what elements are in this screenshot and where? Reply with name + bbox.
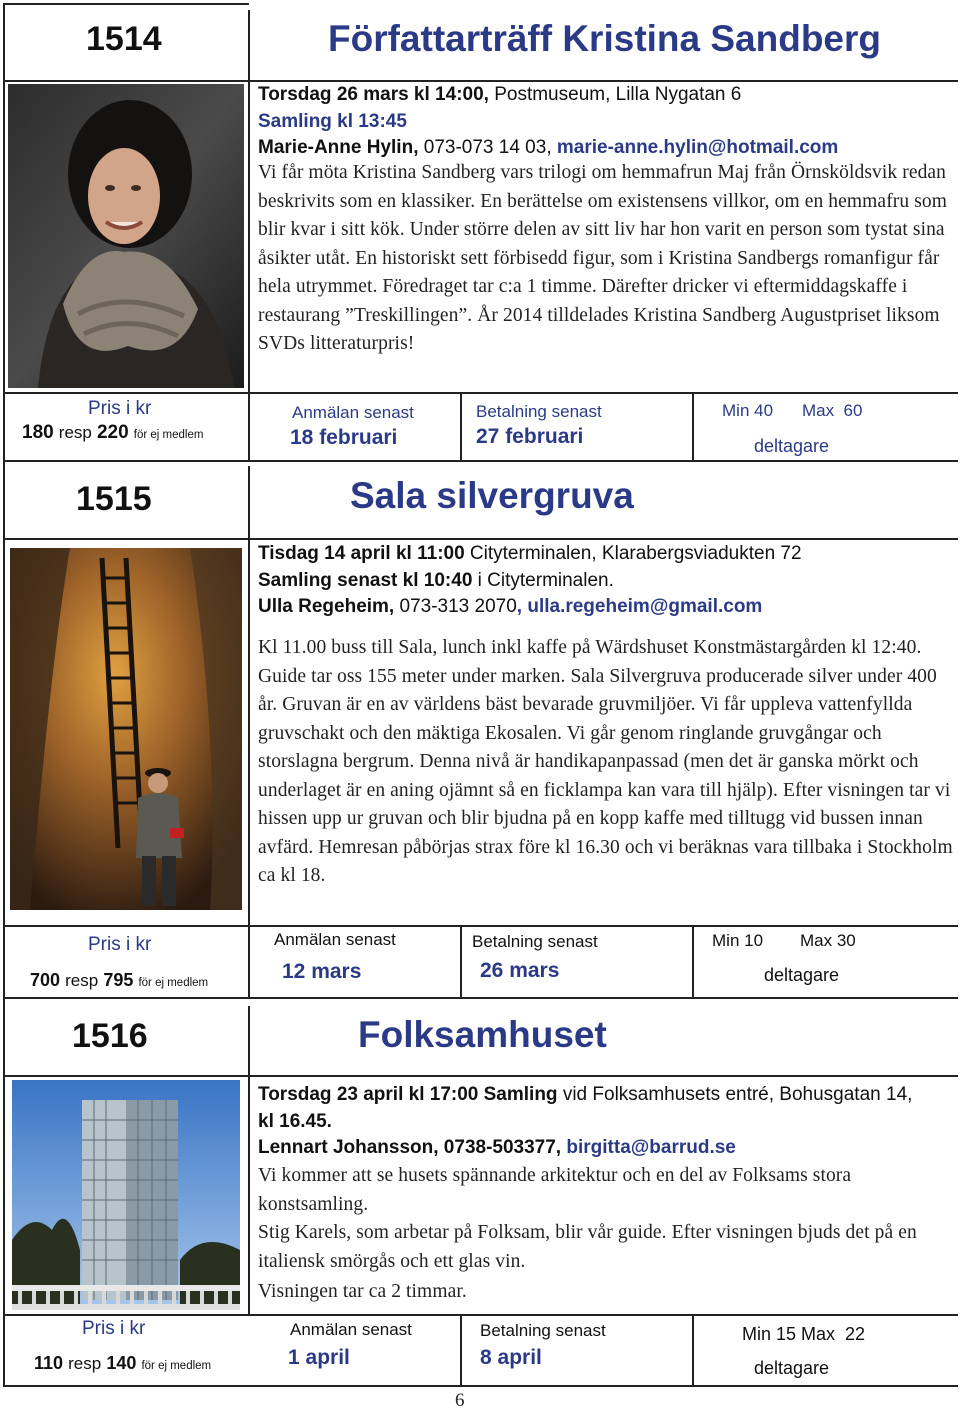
event-info [258,82,948,162]
signup-label: Anmälan senast [292,403,414,422]
signup-label: Anmälan senast [290,1320,412,1339]
event-info [258,1082,918,1162]
participants-max: Max 30 [800,931,856,950]
participants-min: Min 10 [712,931,764,950]
price-values: 110 resp 140 för ej medlem [34,1353,212,1373]
section-number: 1515 [76,480,152,518]
payment-date: 8 april [480,1346,542,1369]
section-number: 1514 [86,20,162,58]
section-title: Folksamhuset [358,1014,607,1055]
page-number: 6 [455,1390,465,1411]
price-label: Pris i kr [82,1318,146,1339]
section-number: 1516 [72,1017,148,1055]
payment-date: 27 februari [476,425,584,448]
price-label: Pris i kr [88,934,152,955]
contact-email[interactable]: marie-anne.hylin@hotmail.com [556,137,839,158]
payment-label: Betalning senast [476,402,602,421]
event-description: Vi kommer att se husets spännande arkitektur och en del av Folksams stora konstsamling. Stig Karels, som arbetar på Folksam, blir vår guide. Efter visningen bjuds det på en italiensk smörgås och ett glas vin. Visningen tar ca 2 timmar. [258,1165,917,1302]
payment-date: 26 mars [480,959,560,982]
building-photo [12,1080,240,1310]
price-label: Pris i kr [88,398,152,419]
mine-photo [10,548,242,910]
signup-date: 1 april [288,1346,350,1369]
participants-min-max: Min 15 Max 22 [742,1324,866,1344]
event-when-where: Torsdag 26 mars kl 14:00, Postmuseum, Lilla Nygatan 6 [258,84,742,105]
participants-max: Max 60 [802,401,863,420]
price-values: 700 resp 795 för ej medlem [30,970,209,990]
payment-label: Betalning senast [472,932,598,951]
section-title: Författarträff Kristina Sandberg [328,18,882,59]
gathering-time: Samling senast kl 10:40 i Cityterminalen. [258,569,614,591]
portrait-photo [8,84,244,388]
signup-label: Anmälan senast [274,930,396,949]
event-info [258,541,948,621]
contact-line: Lennart Johansson, 0738-503377, birgitta@barrud.se [258,1137,736,1158]
contact-line: Ulla Regeheim, 073-313 2070, ulla.regeheim@gmail.com [258,596,763,617]
participants-unit: deltagare [754,1358,830,1378]
participants-unit: deltagare [764,965,840,985]
event-when-where: Tisdag 14 april kl 11:00 Cityterminalen, Klarabergsviadukten 72 [258,543,802,564]
participants-min: Min 40 [722,401,774,420]
payment-label: Betalning senast [480,1321,606,1340]
price-values: 180 resp 220 för ej medlem [22,422,204,443]
participants-unit: deltagare [754,436,830,456]
contact-email[interactable]: , ulla.regeheim@gmail.com [516,596,763,617]
signup-date: 18 februari [290,426,398,449]
contact-line: Marie-Anne Hylin, 073-073 14 03, marie-anne.hylin@hotmail.com [258,137,839,158]
section-title: Sala silvergruva [350,475,634,516]
gathering-time: Samling kl 13:45 [258,110,407,132]
signup-date: 12 mars [282,960,362,983]
event-when-where: Torsdag 23 april kl 17:00 Samling vid Folksamhusets entré, Bohusgatan 14, kl 16.45. [258,1084,913,1132]
contact-email[interactable]: birgitta@barrud.se [566,1137,736,1158]
event-description: Vi får möta Kristina Sandberg vars trilogi om hemmafrun Maj från Örnsköldsvik redan beskrivits som en klassiker. En berättelse om existensens villkor, om en hemmafru som blir kvar i sitt kök. Under större delen av sitt liv har hon varit en person som tystat sina åsikter utåt. En historiskt sett förbisedd figur, som i Kristina Sandbergs romanfigur får hela utrymmet. Föredraget tar c:a 1 timme. Därefter dricker vi eftermiddagskaffe i restaurang ”Treskillingen”. År 2014 tilldelades Kristina Sandberg Augustpriset liksom SVDs litteraturpris! [258,162,948,354]
event-description: Kl 11.00 buss till Sala, lunch inkl kaffe på Wärdshuset Konstmästargården kl 12:40. Guide tar oss 155 meter under marken. Sala Silvergruva producerade silver under 400 år. Gruvan är en av världens bäst bevarade gruvmiljöer. Vi får uppleva vattenfyllda gruvschakt och den mäktiga Ekosalen. Vi går genom ringlande gruvgångar och storslagna bergrum. Denna nivå är handikapanpassad (men det är ganska mörkt och underlaget är en aning ojämnt så en ficklampa kan vara till hjälp). Efter visningen tar vi hissen upp ur gruvan och blir bjudna på en kopp kaffe med tilltugg vid bussen innan avfärd. Hemresan påbörjas strax före kl 16.30 och vi beräknas vara tillbaka i Stockholm ca kl 18. [258,637,953,886]
